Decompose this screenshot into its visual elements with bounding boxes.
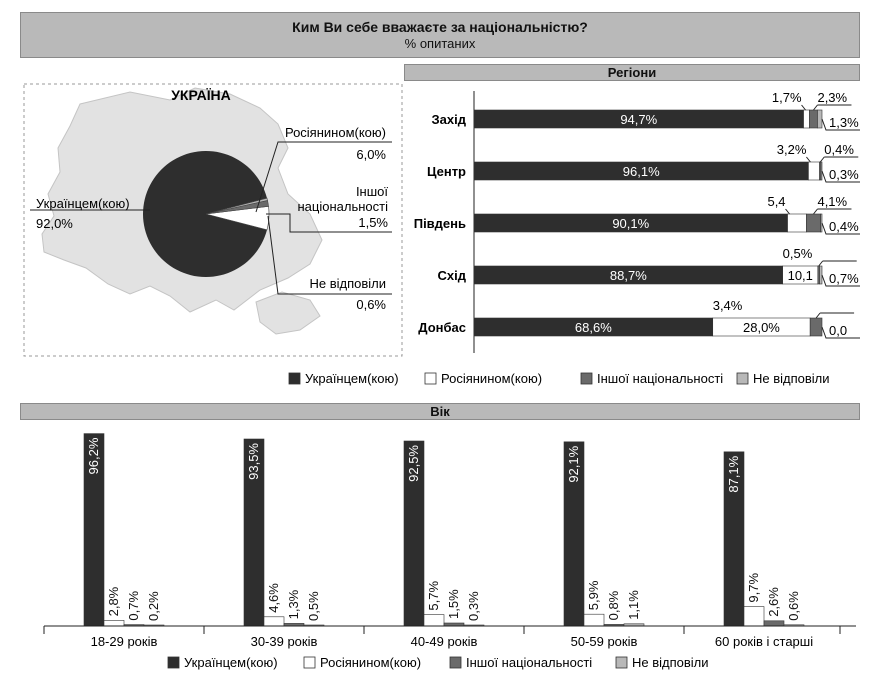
region-leader-other	[819, 261, 823, 266]
age-bar-russian	[584, 614, 604, 626]
region-bar-russian	[804, 110, 810, 128]
age-value-other: 2,6%	[766, 587, 781, 617]
legend-swatch-other	[581, 373, 592, 384]
region-label: Захід	[431, 112, 466, 127]
legend-swatch-ukrainian	[289, 373, 300, 384]
regions-header: Регіони	[404, 64, 860, 81]
age-category-label: 50-59 років	[570, 634, 638, 649]
region-value-russian: 5,4	[767, 194, 786, 209]
region-value-ukrainian: 90,1%	[612, 216, 650, 231]
region-label: Донбас	[418, 320, 466, 335]
region-value-ukrainian: 94,7%	[620, 112, 658, 127]
pie-label-ukrainian-name: Українцем(кою)	[36, 196, 130, 211]
region-bar-other	[809, 110, 817, 128]
age-value-other: 0,7%	[126, 590, 141, 621]
pie-label-noanswer-value: 0,6%	[356, 297, 386, 312]
region-value-russian: 10,1	[787, 268, 813, 283]
region-leader-russian	[806, 157, 810, 162]
regions-legend	[285, 368, 860, 390]
legend-swatch-ukrainian	[168, 657, 179, 668]
age-chart	[20, 420, 860, 650]
region-value-russian: 1,7%	[771, 90, 802, 105]
pie-panel	[20, 64, 404, 364]
regions-chart	[404, 81, 860, 361]
age-category-label: 30-39 років	[250, 634, 318, 649]
age-value-noanswer: 1,1%	[626, 590, 641, 620]
chart-title: Ким Ви себе вважаєте за національністю?	[292, 19, 588, 35]
legend-label-ukrainian: Українцем(кою)	[305, 371, 399, 386]
legend-label-russian: Росіянином(кою)	[320, 655, 422, 670]
region-bar-other	[810, 318, 822, 336]
region-value-noanswer: 1,3%	[829, 115, 859, 130]
legend-label-noanswer: Не відповіли	[632, 655, 709, 670]
legend-swatch-russian	[304, 657, 315, 668]
region-value-ukrainian: 88,7%	[609, 268, 647, 283]
age-value-noanswer: 0,6%	[786, 591, 801, 621]
age-value-russian: 5,7%	[426, 580, 441, 611]
region-value-ukrainian: 96,1%	[622, 164, 660, 179]
crimea-map-shape	[256, 292, 320, 334]
region-value-other: 0,4%	[824, 142, 854, 157]
pie-label-russian-value: 6,0%	[356, 147, 386, 162]
pie-label-noanswer-name: Не відповіли	[309, 276, 386, 291]
age-value-russian: 5,9%	[586, 580, 601, 611]
legend-swatch-other	[450, 657, 461, 668]
age-category-label: 60 років і старші	[714, 634, 814, 649]
region-bar-russian	[788, 214, 807, 232]
region-leader-russian	[802, 105, 806, 110]
region-bar-noanswer	[817, 110, 822, 128]
age-bar-russian	[744, 607, 764, 626]
legend-label-russian: Росіянином(кою)	[441, 371, 543, 386]
age-value-ukrainian: 93,5%	[246, 443, 261, 480]
age-value-russian: 2,8%	[106, 586, 121, 617]
region-value-noanswer: 0,0	[829, 323, 848, 338]
legend-label-other: Іншої національності	[597, 371, 724, 386]
region-leader-russian	[786, 209, 790, 214]
region-leader-other	[813, 105, 817, 110]
pie-label-russian-name: Росіянином(кою)	[284, 125, 386, 140]
age-value-russian: 9,7%	[746, 572, 761, 603]
age-value-ukrainian: 87,1%	[726, 455, 741, 493]
age-bar-russian	[264, 617, 284, 626]
age-value-russian: 4,6%	[266, 583, 281, 613]
pie-label-other-name-2: національності	[297, 199, 388, 214]
legend-label-ukrainian: Українцем(кою)	[184, 655, 278, 670]
region-bar-noanswer	[821, 162, 822, 180]
age-value-ukrainian: 92,1%	[566, 445, 581, 483]
region-value-other: 4,1%	[817, 194, 848, 209]
region-value-other: 2,3%	[817, 90, 848, 105]
age-category-label: 40-49 років	[410, 634, 478, 649]
pie-label-ukrainian-value: 92,0%	[36, 216, 73, 231]
age-value-ukrainian: 96,2%	[86, 437, 101, 475]
region-value-noanswer: 0,3%	[829, 167, 859, 182]
region-value-other: 0,5%	[782, 246, 813, 261]
region-bar-russian	[808, 162, 819, 180]
age-value-other: 1,3%	[286, 589, 301, 620]
region-label: Південь	[413, 216, 466, 231]
age-value-other: 1,5%	[446, 589, 461, 619]
age-header: Вік	[20, 403, 860, 420]
region-leader-other	[816, 313, 820, 318]
age-value-other: 0,8%	[606, 590, 621, 621]
region-leader-other	[820, 157, 824, 162]
age-value-noanswer: 0,5%	[306, 591, 321, 621]
region-value-ukrainian: 68,6%	[574, 320, 612, 335]
chart-subtitle: % опитаних	[404, 36, 476, 51]
region-value-russian: 28,0%	[743, 320, 780, 335]
legend-swatch-noanswer	[737, 373, 748, 384]
pie-label-other-name-1: Іншої	[355, 184, 388, 199]
legend-label-noanswer: Не відповіли	[753, 371, 830, 386]
age-bar-other	[764, 621, 784, 626]
age-value-noanswer: 0,2%	[146, 591, 161, 621]
pie-label-other-value: 1,5%	[358, 215, 388, 230]
age-category-label: 18-29 років	[90, 634, 158, 649]
pie-title: УКРАЇНА	[171, 87, 231, 103]
legend-label-other: Іншої національності	[466, 655, 593, 670]
region-label: Центр	[426, 164, 466, 179]
pie-chart	[143, 151, 269, 277]
age-bar-russian	[424, 615, 444, 626]
region-bar-noanswer	[820, 266, 822, 284]
region-bar-noanswer	[821, 214, 822, 232]
region-label: Схід	[437, 268, 466, 283]
region-value-noanswer: 0,7%	[829, 271, 859, 286]
legend-swatch-russian	[425, 373, 436, 384]
region-value-noanswer: 0,4%	[829, 219, 859, 234]
region-bar-other	[806, 214, 820, 232]
region-value-other: 3,4%	[712, 298, 743, 313]
region-leader-other	[813, 209, 817, 214]
age-bar-russian	[104, 620, 124, 626]
legend-swatch-noanswer	[616, 657, 627, 668]
age-value-noanswer: 0,3%	[466, 591, 481, 621]
region-value-russian: 3,2%	[776, 142, 807, 157]
age-value-ukrainian: 92,5%	[406, 445, 421, 482]
age-legend	[160, 652, 760, 674]
chart-title-bar	[20, 12, 860, 58]
